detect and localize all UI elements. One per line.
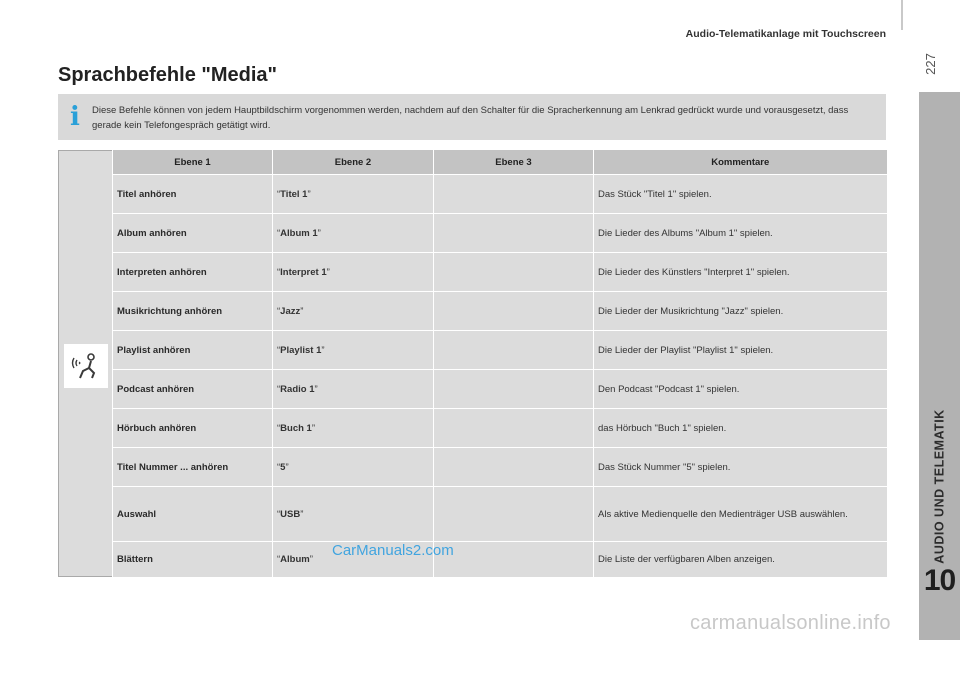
table-row — [113, 253, 887, 292]
chapter-tab — [919, 92, 960, 640]
cell-level-2: “Titel 1” — [273, 175, 434, 214]
cell-level-3 — [434, 214, 594, 253]
cell-comment: Den Podcast "Podcast 1" spielen. — [594, 370, 887, 409]
info-icon: i — [70, 102, 80, 132]
page-number: 227 — [922, 53, 938, 75]
cell-comment: Die Lieder der Playlist "Playlist 1" spielen. — [594, 331, 887, 370]
table-row — [113, 370, 887, 409]
cell-comment: Die Liste der verfügbaren Alben anzeigen. — [594, 542, 887, 578]
chapter-number: 10 — [923, 564, 956, 597]
cell-level-3 — [434, 542, 594, 578]
cell-level-2: “Buch 1” — [273, 409, 434, 448]
cell-level-2: “5” — [273, 448, 434, 487]
cell-level-3 — [434, 409, 594, 448]
cell-level-2: “Album” — [273, 542, 434, 578]
table-row — [113, 448, 887, 487]
cell-comment: Als aktive Medienquelle den Medienträger USB auswählen. — [594, 487, 887, 542]
info-text: Diese Befehle können von jedem Hauptbildschirm vorgenommen werden, nachdem auf den Schalter für die Spracherkennung am Lenkrad gedrückt wurde und vorausgesetzt, dass gerade kein Telefongespräch getätigt wird. — [92, 105, 849, 131]
cell-level-3 — [434, 292, 594, 331]
table-row — [113, 542, 887, 578]
header-level-2: Ebene 2 — [273, 150, 434, 175]
header-comments: Kommentare — [594, 150, 887, 175]
cell-level-1: Playlist anhören — [113, 331, 273, 370]
cell-level-3 — [434, 253, 594, 292]
cell-level-2: “Jazz” — [273, 292, 434, 331]
header-divider — [901, 0, 903, 30]
cell-level-1: Titel anhören — [113, 175, 273, 214]
cell-level-2: “Album 1” — [273, 214, 434, 253]
cell-level-3 — [434, 370, 594, 409]
header-level-3: Ebene 3 — [434, 150, 594, 175]
cell-level-2: “Radio 1” — [273, 370, 434, 409]
page-title: Sprachbefehle "Media" — [58, 64, 278, 86]
cell-level-2: “Interpret 1” — [273, 253, 434, 292]
cell-level-1: Interpreten anhören — [113, 253, 273, 292]
cell-level-2: “USB” — [273, 487, 434, 542]
voice-command-table — [112, 150, 887, 578]
cell-level-1: Titel Nummer ... anhören — [113, 448, 273, 487]
cell-level-1: Blättern — [113, 542, 273, 578]
chapter-tab-label: AUDIO UND TELEMATIK — [932, 409, 946, 564]
cell-level-3 — [434, 448, 594, 487]
running-header: Audio-Telematikanlage mit Touchscreen — [685, 28, 886, 40]
cell-comment: Das Stück Nummer "5" spielen. — [594, 448, 887, 487]
table-row — [113, 487, 887, 542]
cell-level-1: Auswahl — [113, 487, 273, 542]
cell-level-3 — [434, 175, 594, 214]
voice-command-icon — [64, 344, 108, 388]
header-level-1: Ebene 1 — [113, 150, 273, 175]
cell-level-1: Podcast anhören — [113, 370, 273, 409]
cell-level-1: Hörbuch anhören — [113, 409, 273, 448]
cell-comment: das Hörbuch "Buch 1" spielen. — [594, 409, 887, 448]
table-header-row — [113, 150, 887, 175]
table-row — [113, 214, 887, 253]
cell-level-2: “Playlist 1” — [273, 331, 434, 370]
cell-level-1: Album anhören — [113, 214, 273, 253]
cell-comment: Die Lieder des Künstlers "Interpret 1" spielen. — [594, 253, 887, 292]
info-box — [58, 94, 886, 140]
cell-comment: Die Lieder der Musikrichtung "Jazz" spielen. — [594, 292, 887, 331]
watermark-footer: carmanualsonline.info — [690, 612, 891, 634]
watermark-link[interactable]: CarManuals2.com — [332, 542, 454, 559]
table-row — [113, 175, 887, 214]
cell-level-1: Musikrichtung anhören — [113, 292, 273, 331]
table-row — [113, 331, 887, 370]
cell-level-3 — [434, 331, 594, 370]
table-row — [113, 409, 887, 448]
cell-level-3 — [434, 487, 594, 542]
table-row — [113, 292, 887, 331]
cell-comment: Das Stück "Titel 1" spielen. — [594, 175, 887, 214]
cell-comment: Die Lieder des Albums "Album 1" spielen. — [594, 214, 887, 253]
